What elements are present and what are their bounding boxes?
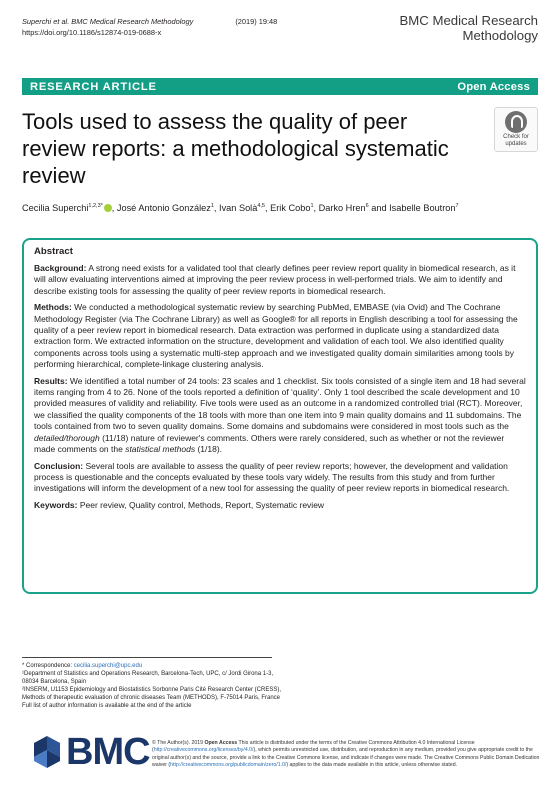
journal-name-line2: Methodology <box>462 27 538 43</box>
author-affiliation-marker: 1,2,3* <box>88 203 103 209</box>
bmc-logo-text: BMC <box>66 731 150 773</box>
author-name[interactable]: Cecilia Superchi <box>22 203 89 213</box>
full-author-info-note: Full list of author information is available at the end of the article <box>22 703 192 709</box>
conclusion-text: Several tools are available to assess the quality of peer review reports; however, the development and validation process is questionable and the concepts evaluated by these tools vary widely. The results from this study and from further investigations will inform the development of a new tool for assessing the quality of peer review reports in biomedical research. <box>34 460 510 494</box>
author-affiliation-marker: 1 <box>210 203 214 209</box>
license-open-access: Open Access <box>204 740 238 746</box>
running-header <box>22 16 277 38</box>
correspondence-label: * Correspondence: <box>22 663 74 669</box>
results-italic-1: detailed/thorough <box>34 432 100 443</box>
abstract-heading: Abstract <box>34 246 73 257</box>
article-type: RESEARCH ARTICLE <box>30 80 157 93</box>
results-text-1: We identified a total number of 24 tools: 23 scales and 1 checklist. Six tools consisted of a single item and 18 had several items ranging from 4 to 26. None of the tools reported a definition of ‘quality’. Only 1 tool described the scale development and 10 provided measures of validity and reliability. Five tools were used as an outcome in a randomized controlled trial (RCT). Moreover, we classified the quality components of the 18 tools with more than one item into 9 main quality domains and 11 subdomains. The tools contained from two to seven quality domains. Some domains and subdomains were considered in most tools such as the <box>34 375 526 432</box>
author-name[interactable]: Erik Cobo <box>270 203 311 213</box>
check-for-updates-line1: Check for <box>503 134 529 140</box>
author-name[interactable]: Darko Hren <box>318 203 366 213</box>
results-italic-2: statistical methods <box>125 444 196 455</box>
check-for-updates-badge[interactable] <box>494 107 538 152</box>
author-name[interactable]: Isabelle Boutron <box>389 203 456 213</box>
affiliation-2: ²INSERM, U1153 Epidemiology and Biostatistics Sorbonne Paris Cité Research Center (CRESS), Methods of therapeutic evaluation of chronic diseases Team (METHODS), F-75014 Paris, France <box>22 687 281 701</box>
author-separator: , <box>265 203 271 213</box>
background-text: A strong need exists for a validated tool that clearly defines peer review report quality in biomedical research, as it will allow evaluating interventions aimed at improving the peer review process in well-performed trials. We aim to identify and describe existing tools for assessing the quality of peer review reports in biomedical research. <box>34 263 516 296</box>
results-label: Results: <box>34 375 68 386</box>
conclusion-label: Conclusion: <box>34 460 84 471</box>
affiliation-1: ¹Department of Statistics and Operations Research, Barcelona-Tech, UPC, c/ Jordi Girona 1-3, 08034 Barcelona, Spain <box>22 671 274 685</box>
footnote-divider <box>22 657 272 658</box>
citation-line <box>22 16 277 27</box>
license-link-zero[interactable]: http://creativecommons.org/publicdomain/zero/1.0/ <box>170 761 287 768</box>
abstract-keywords <box>34 500 526 511</box>
bookmark-icon <box>505 111 527 133</box>
methods-text: We conducted a methodological systematic review by searching PubMed, EMBASE (via Ovid) and The Cochrane Methodology Register (via The Cochrane Library) as well as Google® for all reports in English describing a tool for assessing the quality of a peer review report in biomedical research. Data extraction was performed in duplicate using a standardized data extraction form. We extracted information on the structure, development and validation of each tool. We also identified quality components across tools using a systematic multi-step approach and we investigated quality domain similarities among tools by performing hierarchical, complete-linkage clustering analysis. <box>34 302 518 370</box>
journal-name-line1: BMC Medical Research <box>399 13 538 28</box>
background-label: Background: <box>34 263 87 273</box>
abstract-conclusion <box>34 461 526 495</box>
abstract-results <box>34 376 526 456</box>
check-for-updates-line2: updates <box>505 141 527 147</box>
abstract-box <box>22 238 538 594</box>
abstract-methods <box>34 302 526 370</box>
abstract-background <box>34 263 526 297</box>
license-text-1: This article is distributed under the terms of the Creative Commons Attribution 4.0 International License ( <box>152 740 475 754</box>
author-list <box>22 203 459 213</box>
methods-label: Methods: <box>34 302 72 313</box>
author-separator: , <box>213 203 220 213</box>
keywords-label: Keywords: <box>34 499 78 510</box>
author-affiliation-marker: 4,5 <box>257 203 265 209</box>
citation-text: Superchi et al. BMC Medical Research Methodology <box>22 17 194 26</box>
article-type-band <box>22 78 538 95</box>
correspondence-email[interactable]: cecilia.superchi@upc.edu <box>73 663 143 669</box>
bmc-logo <box>34 733 150 771</box>
author-affiliation-marker: 7 <box>455 203 459 209</box>
citation-year: (2019) 19:48 <box>235 17 278 26</box>
results-text-3: (1/18). <box>195 444 223 455</box>
author-separator: , <box>313 203 319 213</box>
bmc-logo-mark-icon <box>34 733 60 771</box>
author-separator: , <box>111 203 117 213</box>
footnotes <box>22 662 282 710</box>
doi-link[interactable]: https://doi.org/10.1186/s12874-019-0688-x <box>22 28 162 37</box>
author-affiliation-marker: 6 <box>365 203 369 209</box>
results-text-2: (11/18) nature of reviewer's comments. Others were rarely considered, such as whether or not the reviewer made comments on the <box>34 432 505 455</box>
author-name[interactable]: Ivan Solà <box>219 203 258 213</box>
author-separator: and <box>368 203 390 213</box>
keywords-text: Peer review, Quality control, Methods, Report, Systematic review <box>77 499 325 510</box>
license-text-2: ), which permits unrestricted use, distribution, and reproduction in any medium, provided you give appropriate credit to the original author(s) and the source, provide a link to the Creative Commons license, and indicate if changes were made. The Creative Commons Public Domain Dedication waiver ( <box>152 747 540 768</box>
author-affiliation-marker: 1 <box>310 203 314 209</box>
correspondence <box>22 662 282 670</box>
license-statement <box>152 740 544 769</box>
orcid-icon[interactable] <box>104 204 112 212</box>
open-access-label: Open Access <box>457 80 530 93</box>
author-name[interactable]: José Antonio González <box>116 203 211 213</box>
journal-name <box>399 14 538 43</box>
article-title: Tools used to assess the quality of peer review reports: a methodological systematic review <box>22 109 449 188</box>
license-prefix: © The Author(s). 2019 <box>152 740 205 746</box>
license-link-by[interactable]: http://creativecommons.org/licenses/by/4.0/ <box>153 747 254 754</box>
license-text-3: ) applies to the data made available in this article, unless otherwise stated. <box>286 761 458 768</box>
